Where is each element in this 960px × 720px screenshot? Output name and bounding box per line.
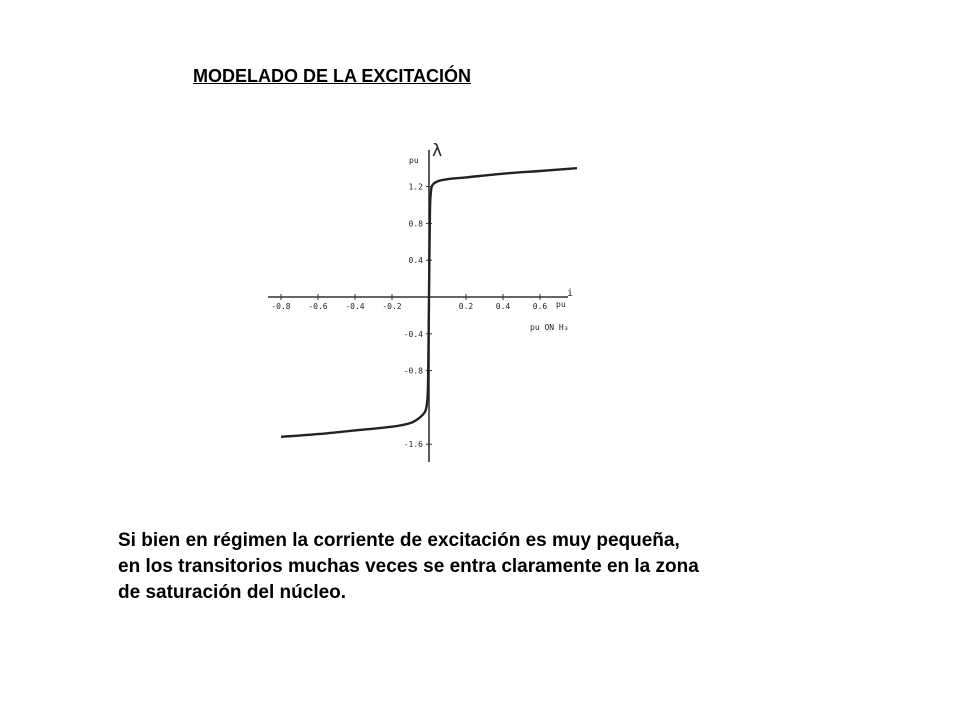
x-tick-label: -0.4 — [345, 302, 365, 311]
x-tick-label: 0.4 — [495, 302, 511, 311]
x-tick-label: 0.2 — [458, 302, 474, 311]
y-axis-symbol: λ — [432, 141, 443, 161]
caption-line-2: en los transitorios muchas veces se entra claramente en la zona — [118, 556, 699, 577]
x-tick-label: -0.8 — [271, 302, 291, 311]
x-axis-symbol: i — [567, 288, 574, 299]
y-tick-label: 0.4 — [408, 256, 423, 266]
x-tick-label: -0.6 — [308, 302, 328, 311]
caption-line-3: de saturación del núcleo. — [118, 582, 347, 603]
caption — [118, 528, 699, 606]
caption-line-1: Si bien en régimen la corriente de excitación es muy pequeña, — [118, 530, 680, 551]
x-tick-label: -0.2 — [382, 302, 402, 311]
y-tick-label: -0.4 — [403, 329, 423, 339]
y-tick-label: 1.2 — [408, 182, 423, 192]
x-axis-base-note: pu ON H₃ — [530, 323, 569, 332]
x-axis-unit: pu — [556, 300, 566, 309]
slide-title: MODELADO DE LA EXCITACIÓN — [193, 66, 471, 86]
y-tick-label: 0.8 — [408, 219, 423, 229]
y-tick-label: -1.6 — [403, 440, 423, 450]
y-axis-unit: pu — [409, 156, 419, 165]
y-tick-label: -0.8 — [403, 366, 423, 376]
x-tick-label: 0.6 — [532, 302, 548, 311]
